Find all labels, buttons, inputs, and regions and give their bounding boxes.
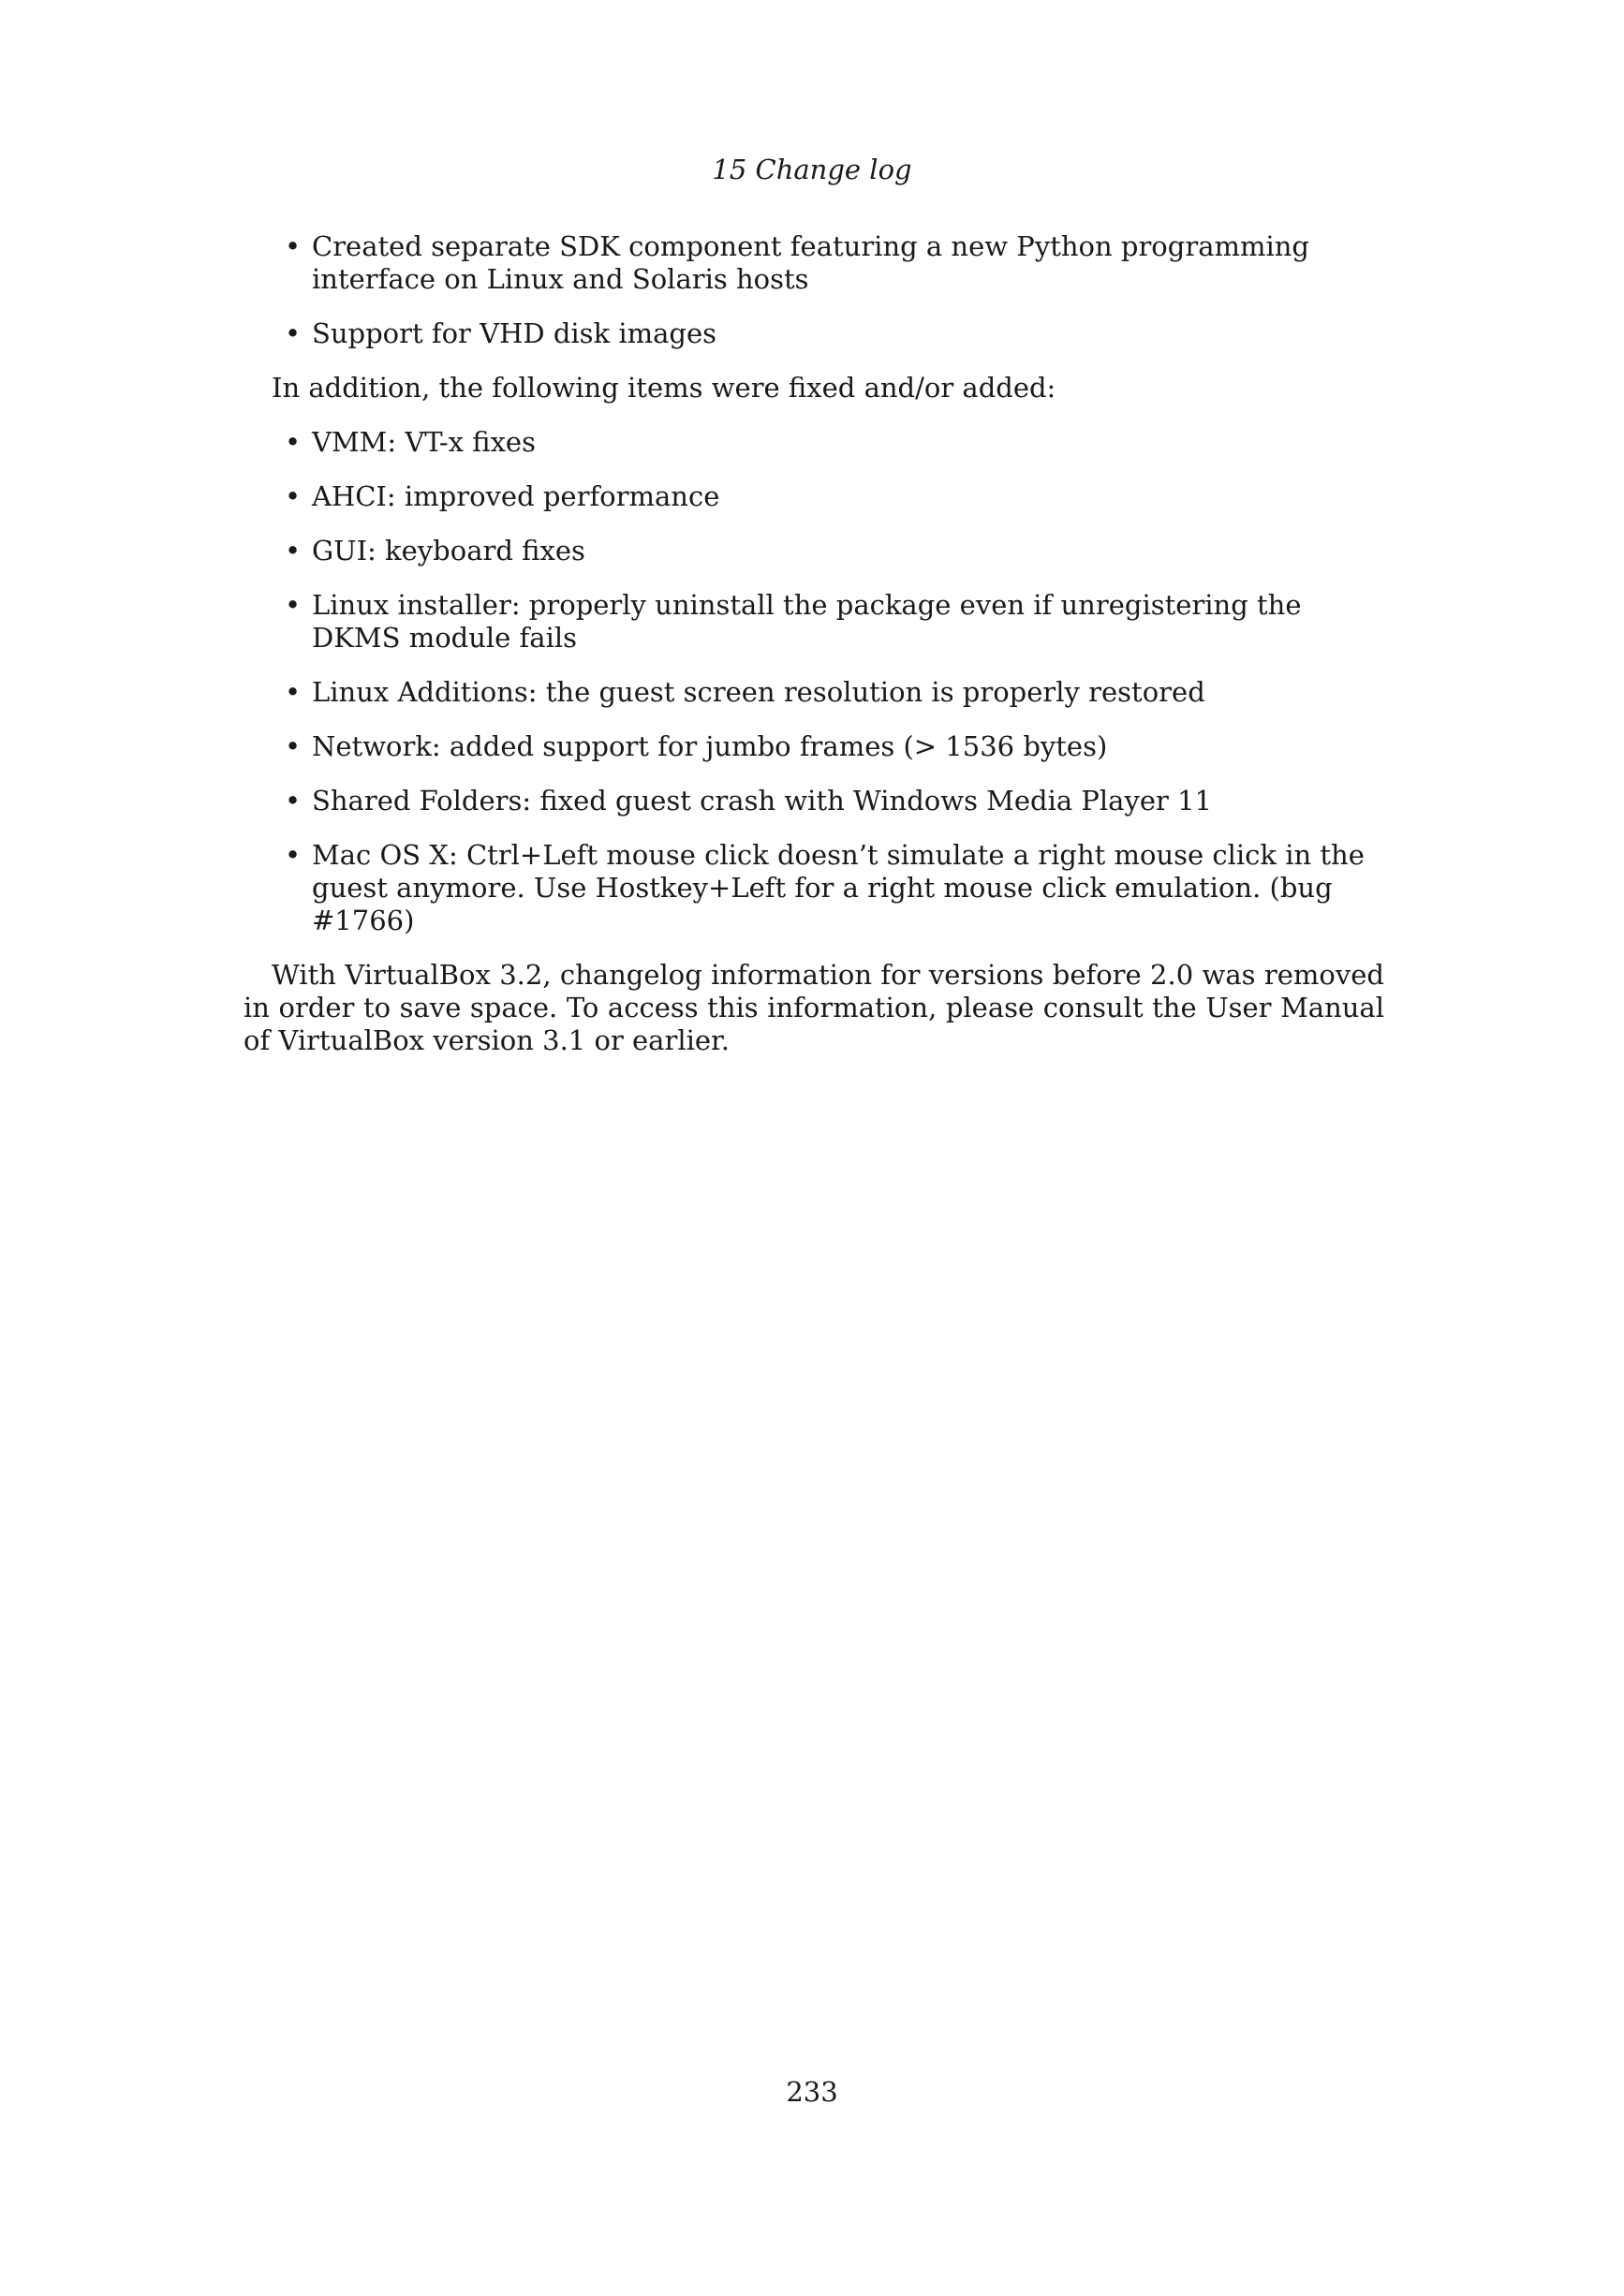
intro-paragraph: In addition, the following items were fixed and/or added:: [272, 372, 1056, 404]
running-header: 15 Change log: [712, 154, 912, 185]
page-number: 233: [786, 2076, 838, 2108]
page-content: [244, 230, 1384, 1079]
list-item: • Linux installer: properly uninstall the package even if unregistering the DKMS module fails: [244, 589, 1384, 655]
list-item: • VMM: VT-x fixes: [244, 426, 1384, 459]
list-item: • Linux Additions: the guest screen resolution is properly restored: [244, 676, 1384, 709]
list-item: • Created separate SDK component featuring a new Python programming interface on Linux and Solaris hosts: [244, 230, 1384, 296]
list-item: • Shared Folders: fixed guest crash with Windows Media Player 11: [244, 785, 1384, 817]
list-item: • AHCI: improved performance: [244, 480, 1384, 513]
list-item: • Mac OS X: Ctrl+Left mouse click doesn’t simulate a right mouse click in the guest anymore. Use Hostkey+Left for a right mouse click emulation. (bug #1766): [244, 839, 1384, 937]
list-item: • Support for VHD disk images: [244, 317, 1384, 350]
closing-paragraph: With VirtualBox 3.2, changelog information for versions before 2.0 was removed in order to save space. To access this information, please consult the User Manual of VirtualBox version 3.1 or earlier.: [244, 959, 1384, 1056]
feature-list: [244, 230, 1384, 350]
fixes-list: [244, 426, 1384, 937]
list-item: • Network: added support for jumbo frames (> 1536 bytes): [244, 730, 1384, 763]
list-item: • GUI: keyboard fixes: [244, 535, 1384, 567]
